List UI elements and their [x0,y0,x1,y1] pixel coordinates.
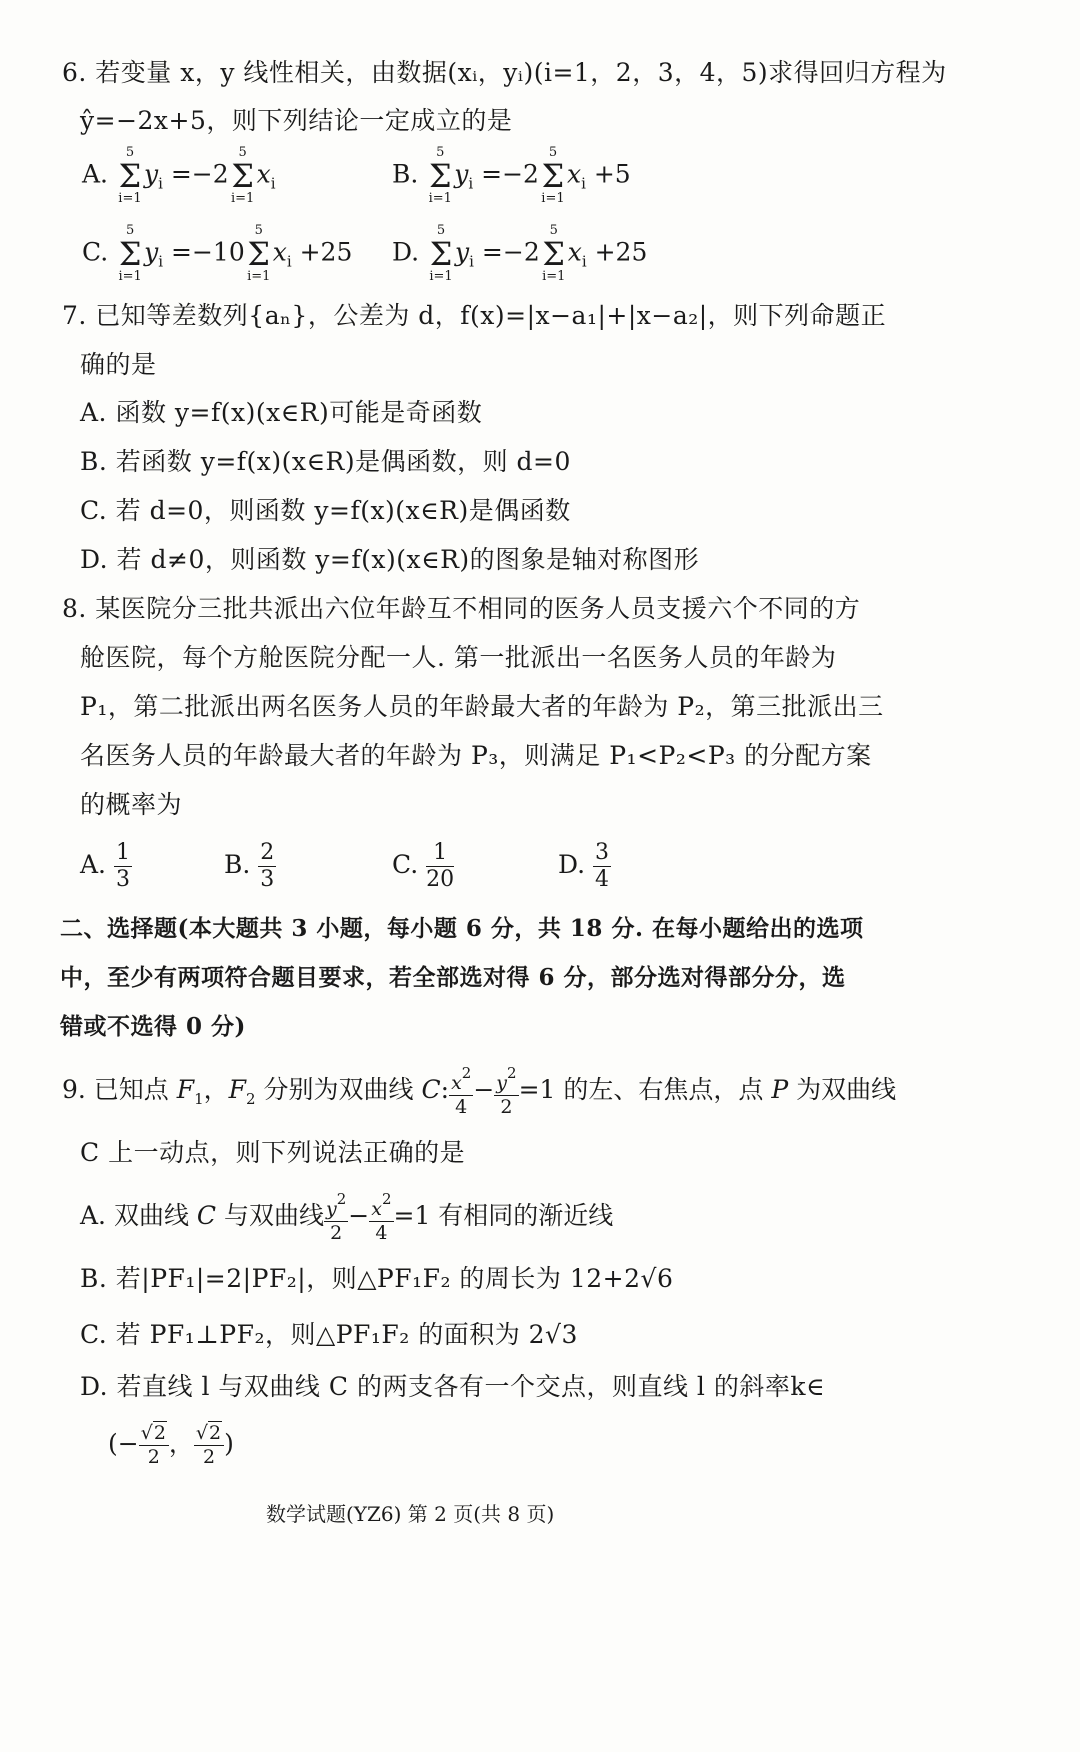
q7-option-b: B. 若函数 y=f(x)(x∈R)是偶函数，则 d=0 [80,447,571,476]
q6-option-d: D. 5 Σ i=1 $y_i =-2$ 5 Σ i=1 $x_i +25$ [392,223,648,284]
q6-stem-line1: 6. 若变量 x，y 线性相关，由数据(xᵢ，yᵢ)(i=1，2，3，4，5)求得回归方程为 [62,58,947,87]
q7-option-a: A. 函数 y=f(x)(x∈R)可能是奇函数 [80,398,483,427]
q6-option-b: B. 5 Σ i=1 $y_i =-2$ 5 Σ i=1 $x_i +5$ [392,145,631,206]
section2-heading-line1: 二、选择题(本大题共 3 小题，每小题 6 分，共 18 分. 在每小题给出的选项 [60,915,864,942]
q7-option-c: C. 若 d=0，则函数 y=f(x)(x∈R)是偶函数 [80,496,571,525]
q7-stem-line2: 确的是 [80,350,157,379]
q6-stem-line2: ŷ=−2x+5，则下列结论一定成立的是 [80,106,513,135]
q9-stem-line1: 9. 已知点 $F_1$，$F_2$ 分别为双曲线 C: $\frac{x^2}{4}$ − $\frac{y^2}{2}$ =1 的左、右焦点，点 P 为双曲线 [62,1064,897,1118]
q6-option-c: C. 5 Σ i=1 $y_i =-10$ 5 Σ i=1 $x_i +25$ [82,223,353,284]
q7-option-d: D. 若 d≠0，则函数 y=f(x)(x∈R)的图象是轴对称图形 [80,545,700,574]
q8-option-a: A. $\frac{1}{3}$ [80,840,130,892]
q9-stem-line2: C 上一动点，则下列说法正确的是 [80,1138,466,1167]
q8-stem-line4: 名医务人员的年龄最大者的年龄为 P₃，则满足 P₁<P₂<P₃ 的分配方案 [80,741,872,770]
q6-option-a: A. 5 Σ i=1 $y_i =-2$ 5 Σ i=1 $x_i$ [82,145,276,206]
q9-option-b: B. 若|PF₁|=2|PF₂|，则△PF₁F₂ 的周长为 12+2√6 [80,1264,674,1293]
section2-heading-line3: 错或不选得 0 分) [60,1013,246,1040]
q9-option-d-interval: (− $\frac{√2}{2}$ ， $\frac{√2}{2}$ ) [108,1422,234,1468]
q9-option-c: C. 若 PF₁⊥PF₂，则△PF₁F₂ 的面积为 2√3 [80,1320,578,1349]
page-footer: 数学试题(YZ6) 第 2 页(共 8 页) [266,1502,555,1526]
q8-stem-line2: 舱医院，每个方舱医院分配一人. 第一批派出一名医务人员的年龄为 [80,643,837,672]
q7-stem-line1: 7. 已知等差数列{aₙ}，公差为 d，f(x)=|x−a₁|+|x−a₂|，则下列命题正 [62,301,887,330]
q8-option-c: C. $\frac{1}{20}$ [392,840,455,892]
q8-stem-line1: 8. 某医院分三批共派出六位年龄互不相同的医务人员支援六个不同的方 [62,594,861,623]
q9-option-d: D. 若直线 l 与双曲线 C 的两支各有一个交点，则直线 l 的斜率k∈ [80,1372,826,1401]
q8-option-b: B. $\frac{2}{3}$ [224,840,275,892]
q8-stem-line5: 的概率为 [80,790,183,819]
section2-heading-line2: 中，至少有两项符合题目要求，若全部选对得 6 分，部分选对得部分分，选 [60,964,846,991]
q8-option-d: D. $\frac{3}{4}$ [558,840,610,892]
q8-stem-line3: P₁，第二批派出两名医务人员的年龄最大者的年龄为 P₂，第三批派出三 [80,692,884,721]
q9-option-a: A. 双曲线 C 与双曲线 $\frac{y^2}{2}$ − $\frac{x^2}{4}$ =1 有相同的渐近线 [80,1190,614,1244]
